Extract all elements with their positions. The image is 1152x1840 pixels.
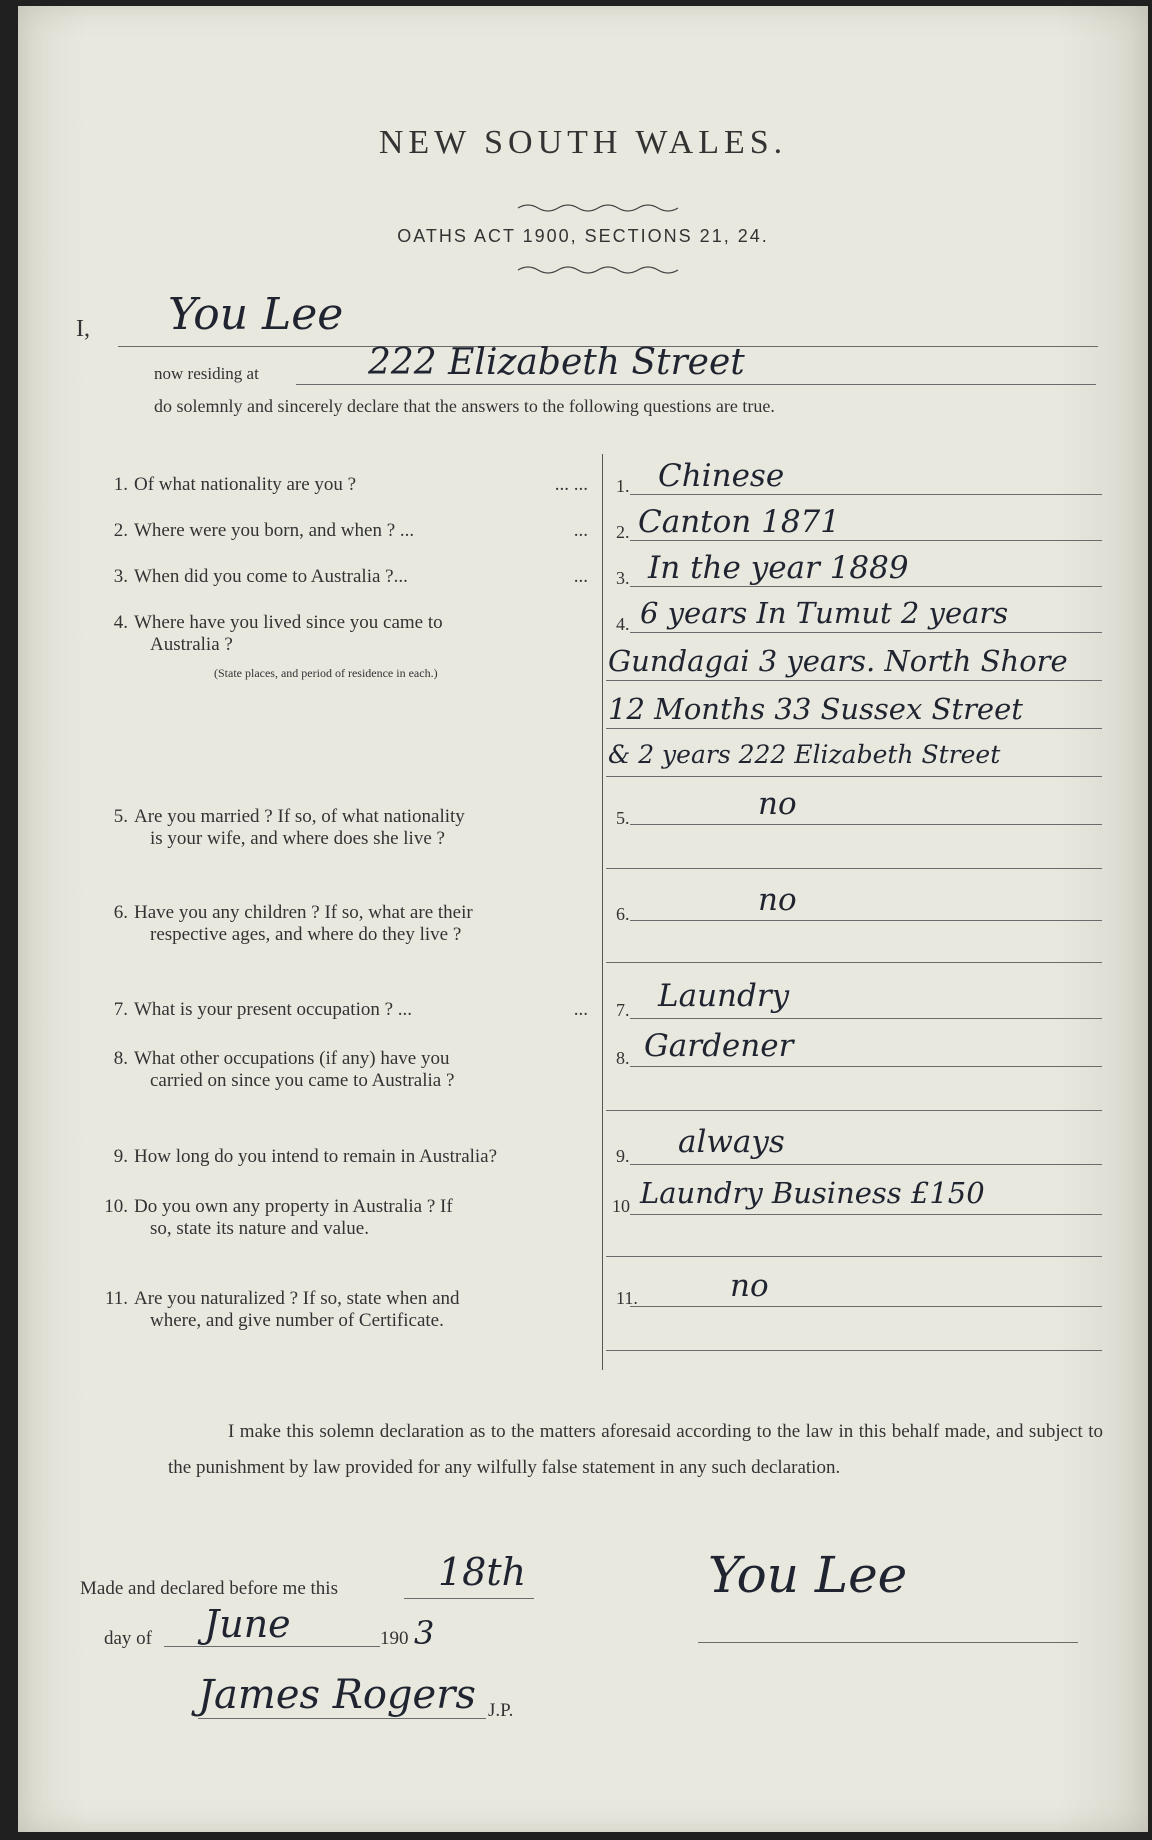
answer-7-occupation: Laundry bbox=[658, 978, 790, 1014]
answer-line-6 bbox=[630, 920, 1102, 921]
answer-spacer-line-11 bbox=[606, 1350, 1102, 1351]
year-prefix: 190 bbox=[380, 1628, 409, 1649]
answer-line-10 bbox=[630, 1214, 1102, 1215]
day-of-label: day of bbox=[104, 1628, 153, 1649]
answer-spacer-line-5 bbox=[606, 868, 1102, 869]
declaration-year-digit: 3 bbox=[414, 1614, 435, 1652]
question-7: 7. What is your present occupation ? ... ... bbox=[113, 999, 588, 1020]
answer-spacer-line-6 bbox=[606, 962, 1102, 963]
document-title: NEW SOUTH WALES. bbox=[378, 124, 788, 161]
question-6: 6. Have you any children ? If so, what are their respective ages, and where do they live ? bbox=[113, 902, 473, 945]
answer-line-4d bbox=[606, 776, 1102, 777]
question-2: 2. Where were you born, and when ? ... ... bbox=[113, 520, 588, 541]
answer-8-other-occupations: Gardener bbox=[644, 1028, 794, 1064]
answer-9-intent: always bbox=[678, 1124, 785, 1160]
answer-line-7 bbox=[630, 1018, 1102, 1019]
made-declared-label: Made and declared before me this bbox=[80, 1578, 338, 1599]
answer-number-7: 7. bbox=[616, 1000, 630, 1020]
declarant-signature-line bbox=[698, 1642, 1078, 1643]
declarant-name: You Lee bbox=[168, 289, 344, 340]
month-line bbox=[164, 1646, 380, 1647]
answer-spacer-line-8 bbox=[606, 1110, 1102, 1111]
answer-line-2 bbox=[630, 540, 1102, 541]
question-9: 9. How long do you intend to remain in Australia? bbox=[113, 1146, 498, 1167]
answer-5-married: no bbox=[758, 786, 797, 822]
declarant-prefix: I, bbox=[76, 316, 90, 342]
question-1: 1. Of what nationality are you ? ... ... bbox=[113, 474, 588, 495]
answer-line-5 bbox=[630, 824, 1102, 825]
solemn-declaration-paragraph: I make this solemn declaration as to the matters aforesaid according to the law in this behalf made, and subject to the punishment by law provided for any wilfully false statement in any such declaration. bbox=[168, 1421, 1103, 1478]
answer-number-5: 5. bbox=[616, 808, 630, 828]
answer-number-8: 8. bbox=[616, 1048, 630, 1068]
document-subtitle: OATHS ACT 1900, SECTIONS 21, 24. bbox=[397, 226, 769, 246]
question-4: 4. Where have you lived since you came to Australia ? (State places, and period of residence in each.) bbox=[113, 612, 443, 680]
day-line bbox=[404, 1598, 534, 1599]
answer-line-8 bbox=[630, 1066, 1102, 1067]
answer-number-9: 9. bbox=[616, 1146, 630, 1166]
answer-1-nationality: Chinese bbox=[658, 458, 785, 494]
ornament-divider-bottom bbox=[513, 264, 683, 276]
answer-line-3 bbox=[630, 586, 1102, 587]
column-divider bbox=[602, 454, 603, 1370]
residing-label: now residing at bbox=[154, 364, 259, 383]
answer-line-9 bbox=[630, 1164, 1102, 1165]
answer-11-naturalized: no bbox=[730, 1268, 769, 1304]
answer-line-4a bbox=[630, 632, 1102, 633]
declaration-statement: do solemnly and sincerely declare that the answers to the following questions are true. bbox=[154, 396, 775, 416]
question-10: 10. Do you own any property in Australia ? If so, state its nature and value. bbox=[104, 1196, 453, 1239]
answer-number-4: 4. bbox=[616, 614, 630, 634]
answer-number-3: 3. bbox=[616, 568, 630, 588]
answer-4-line-3: 12 Months 33 Sussex Street bbox=[608, 692, 1023, 726]
answer-number-10: 10 bbox=[612, 1196, 630, 1216]
answer-number-2: 2. bbox=[616, 522, 630, 542]
answer-number-1: 1. bbox=[616, 476, 630, 496]
answer-4-line-2: Gundagai 3 years. North Shore bbox=[608, 644, 1068, 678]
question-11: 11. Are you naturalized ? If so, state when and where, and give number of Certificate. bbox=[104, 1288, 460, 1331]
answer-10-property: Laundry Business £150 bbox=[640, 1176, 985, 1210]
jp-signature: James Rogers bbox=[198, 1672, 476, 1718]
declarant-signature: You Lee bbox=[708, 1546, 908, 1604]
answer-line-1 bbox=[630, 494, 1102, 495]
answer-number-11: 11. bbox=[616, 1288, 638, 1308]
answer-4-line-4: & 2 years 222 Elizabeth Street bbox=[608, 740, 1001, 769]
answer-number-6: 6. bbox=[616, 904, 630, 924]
jp-signature-line bbox=[198, 1718, 486, 1719]
jp-label: J.P. bbox=[488, 1700, 514, 1721]
answer-line-4c bbox=[606, 728, 1102, 729]
answer-spacer-line-10 bbox=[606, 1256, 1102, 1257]
answer-3-arrival: In the year 1889 bbox=[648, 550, 909, 586]
answer-2-birthplace: Canton 1871 bbox=[638, 504, 840, 540]
declaration-month: June bbox=[204, 1602, 291, 1646]
address-line bbox=[296, 384, 1096, 385]
answer-line-4b bbox=[606, 680, 1102, 681]
answer-4-line-1: 6 years In Tumut 2 years bbox=[640, 596, 1009, 630]
declaration-page bbox=[18, 6, 1148, 1832]
answer-6-children: no bbox=[758, 882, 797, 918]
question-8: 8. What other occupations (if any) have you carried on since you came to Australia ? bbox=[113, 1048, 455, 1091]
question-5: 5. Are you married ? If so, of what nationality is your wife, and where does she live ? bbox=[113, 806, 465, 849]
ornament-divider-top bbox=[513, 202, 683, 214]
declarant-address: 222 Elizabeth Street bbox=[368, 342, 745, 383]
answer-line-11 bbox=[630, 1306, 1102, 1307]
declaration-day: 18th bbox=[438, 1550, 527, 1594]
question-3: 3. When did you come to Australia ?... ... bbox=[113, 566, 588, 587]
